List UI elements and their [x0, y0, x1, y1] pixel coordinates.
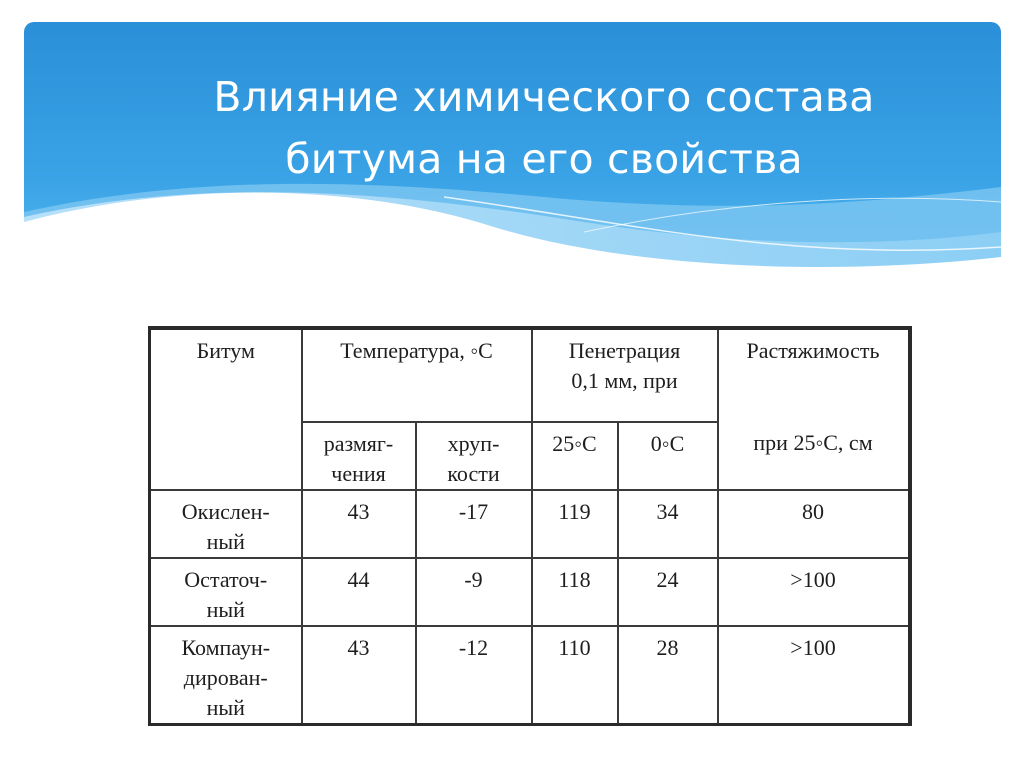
header-pen-25: 25◦С: [532, 422, 618, 490]
cell-pen-25: 118: [532, 558, 618, 626]
cell-pen-0: 28: [618, 626, 718, 725]
cell-stretch: >100: [718, 626, 910, 725]
header-softening-line-2: чения: [331, 461, 386, 486]
header-temperature: Температура, ◦С: [302, 328, 532, 422]
table-row: [150, 626, 910, 725]
cell-stretch: 80: [718, 490, 910, 558]
row-name-line-2: ный: [206, 529, 245, 554]
cell-pen-25: 119: [532, 490, 618, 558]
header-penetration-line-2: 0,1 мм, при: [571, 368, 678, 393]
cell-pen-0: 34: [618, 490, 718, 558]
row-name: [150, 490, 302, 558]
header-pen-0: 0◦С: [618, 422, 718, 490]
header-softening-line-1: размяг-: [323, 431, 394, 456]
header-penetration: [532, 328, 718, 422]
slide-title-line-2: битума на его свойства: [285, 135, 803, 183]
header-brittleness-line-1: хруп-: [447, 431, 500, 456]
table-row: [150, 558, 910, 626]
header-softening: [302, 422, 416, 490]
row-name-line-1: Остаточ-: [184, 567, 268, 592]
row-name-line-2: ный: [206, 597, 245, 622]
cell-pen-0: 24: [618, 558, 718, 626]
header-bitum: Битум: [150, 328, 302, 490]
title-banner: [24, 22, 1001, 284]
header-brittleness-line-2: кости: [447, 461, 500, 486]
table-row: [150, 490, 910, 558]
header-stretch: [718, 328, 910, 490]
row-name-line-2: дирован-: [183, 665, 268, 690]
bitumen-properties-table: [148, 326, 912, 726]
cell-brittleness: -17: [416, 490, 532, 558]
table-header-row: [150, 328, 910, 422]
cell-brittleness: -9: [416, 558, 532, 626]
header-stretch-line-2: при 25◦С, см: [753, 430, 873, 455]
cell-softening: 43: [302, 490, 416, 558]
row-name: [150, 626, 302, 725]
cell-softening: 43: [302, 626, 416, 725]
row-name-line-1: Окислен-: [181, 499, 270, 524]
cell-softening: 44: [302, 558, 416, 626]
row-name-line-3: ный: [206, 695, 245, 720]
cell-pen-25: 110: [532, 626, 618, 725]
header-stretch-line-1: Растяжимость: [746, 338, 880, 363]
header-brittleness: [416, 422, 532, 490]
cell-brittleness: -12: [416, 626, 532, 725]
cell-stretch: >100: [718, 558, 910, 626]
row-name: [150, 558, 302, 626]
slide-title-line-1: Влияние химического состава: [213, 73, 875, 121]
slide-title: [104, 66, 984, 190]
row-name-line-1: Компаун-: [181, 635, 271, 660]
header-penetration-line-1: Пенетрация: [568, 338, 681, 363]
